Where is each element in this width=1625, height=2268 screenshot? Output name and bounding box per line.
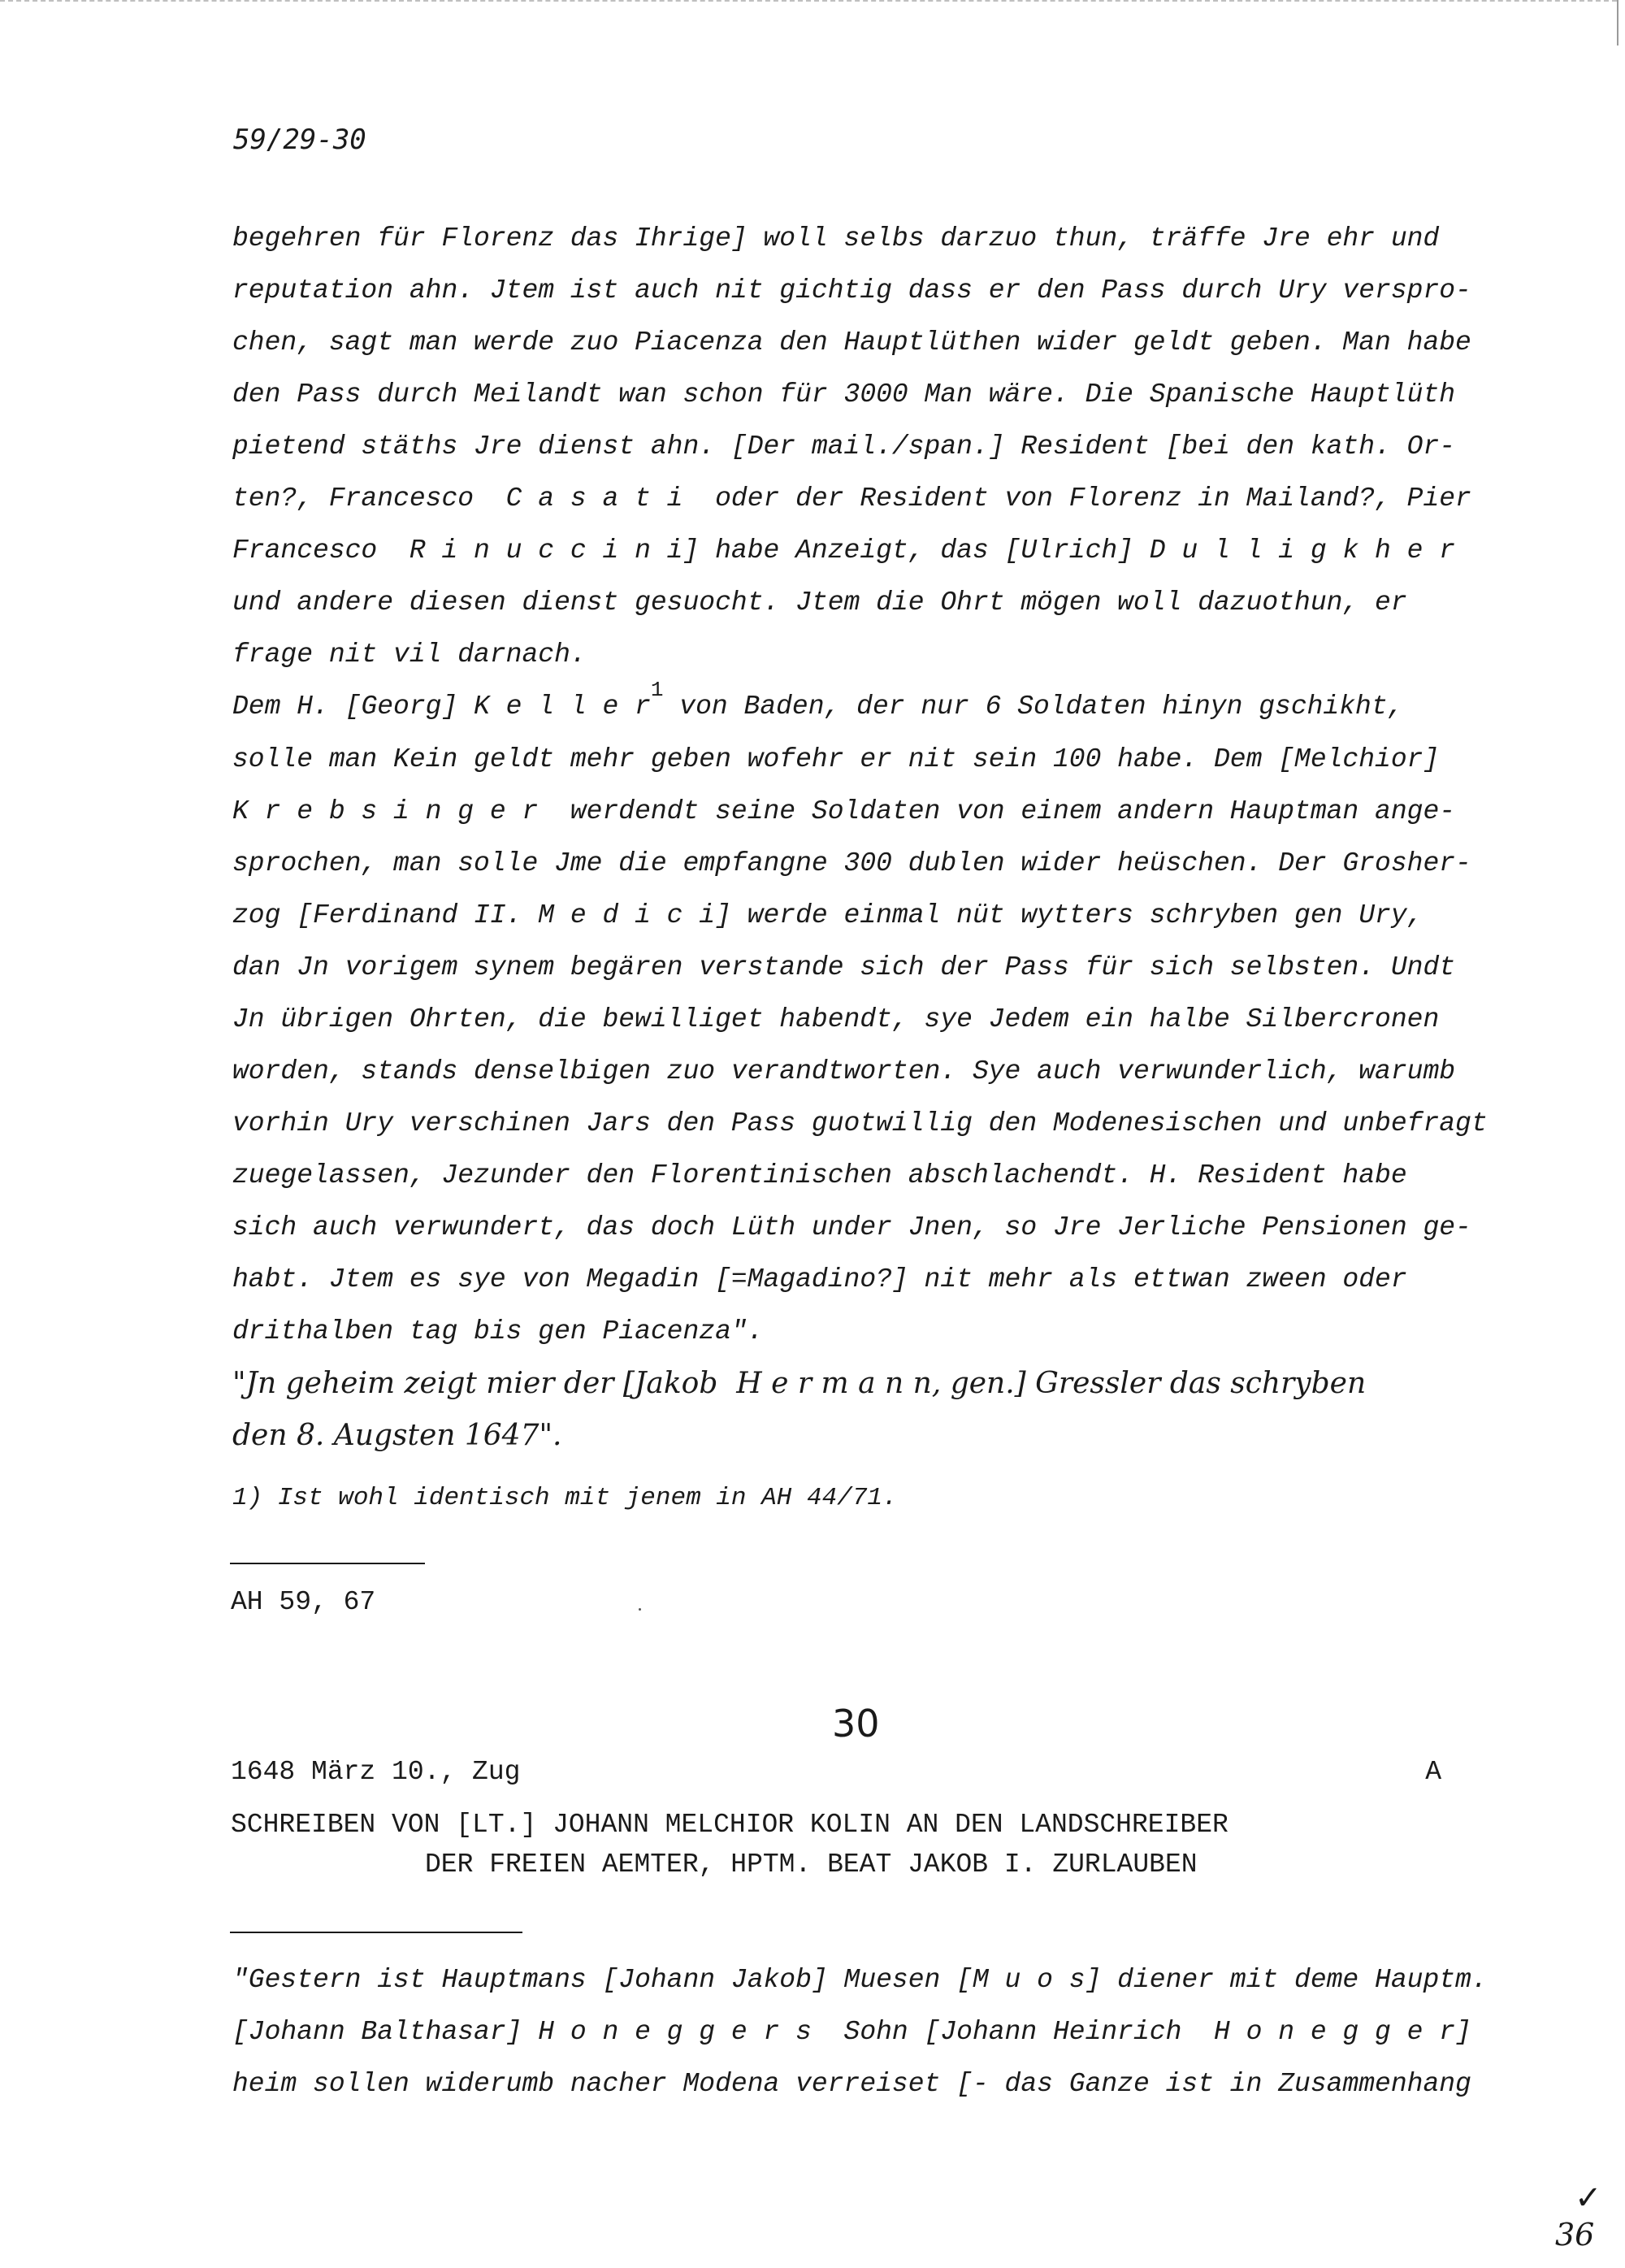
body-line: reputation ahn. Jtem ist auch nit gichtig dass er den Pass durch Ury verspro- bbox=[232, 275, 1471, 306]
footnote: 1) Ist wohl identisch mit jenem in AH 44/71. bbox=[232, 1484, 898, 1512]
body-line: "Gestern ist Hauptmans [Johann Jakob] Muesen [M u o s] diener mit deme Hauptm. bbox=[232, 1965, 1488, 1995]
body-line: den Pass durch Meilandt wan schon für 3000 Man wäre. Die Spanische Hauptlüth bbox=[232, 379, 1456, 410]
footnote-marker: 1 bbox=[650, 678, 664, 702]
keller-line-end: von Baden, der nur 6 Soldaten hinyn gschikht, bbox=[663, 692, 1404, 722]
document-letter: A bbox=[1425, 1757, 1441, 1787]
body-line: zog [Ferdinand II. M e d i c i] werde einmal nüt wytters schryben gen Ury, bbox=[232, 900, 1424, 930]
body-line: dan Jn vorigem synem begären verstande sich der Pass für sich selbsten. Undt bbox=[232, 952, 1456, 982]
body-text-block bbox=[232, 213, 1500, 1462]
date-line bbox=[231, 1757, 1441, 1787]
body-line: frage nit vil darnach. bbox=[232, 640, 587, 670]
letter-text-block bbox=[232, 1954, 1532, 2110]
document-number: 30 bbox=[832, 1702, 880, 1745]
top-border-line bbox=[0, 0, 1617, 4]
body-line: Francesco R i n u c c i n i] habe Anzeigt, das [Ulrich] D u l l i g k h e r bbox=[232, 536, 1456, 566]
body-line: K r e b s i n g e r werdendt seine Soldaten von einem andern Hauptman ange- bbox=[232, 796, 1456, 826]
right-edge-mark bbox=[1617, 0, 1618, 46]
body-line: pietend stäths Jre dienst ahn. [Der mail./span.] Resident [bei den kath. Or- bbox=[232, 431, 1456, 462]
body-line: und andere diesen dienst gesuocht. Jtem die Ohrt mögen woll dazuothun, er bbox=[232, 588, 1407, 618]
body-line: sich auch verwundert, das doch Lüth under Jnen, so Jre Jerliche Pensionen ge- bbox=[232, 1212, 1471, 1242]
body-line: chen, sagt man werde zuo Piacenza den Hauptlüthen wider geldt geben. Man habe bbox=[232, 327, 1471, 358]
keller-line bbox=[232, 678, 1500, 734]
stray-dot bbox=[639, 1608, 641, 1611]
separator-rule bbox=[230, 1932, 522, 1933]
body-line: solle man Kein geldt mehr geben wofehr er nit sein 100 habe. Dem [Melchior] bbox=[232, 744, 1440, 774]
document-title-line: DER FREIEN AEMTER, HPTM. BEAT JAKOB I. ZURLAUBEN bbox=[425, 1850, 1198, 1880]
body-line: zuegelassen, Jezunder den Florentinischen abschlachendt. H. Resident habe bbox=[232, 1160, 1407, 1190]
body-line: worden, stands denselbigen zuo verandtworten. Sye auch verwunderlich, warumb bbox=[232, 1056, 1456, 1086]
body-line: ten?, Francesco C a s a t i oder der Resident von Florenz in Mailand?, Pier bbox=[232, 484, 1471, 514]
body-line: begehren für Florenz das Ihrige] woll selbs darzuo thun, träffe Jre ehr und bbox=[232, 223, 1440, 254]
body-line: Jn übrigen Ohrten, die bewilliget habendt, sye Jedem ein halbe Silbercronen bbox=[232, 1004, 1440, 1034]
body-line: drithalben tag bis gen Piacenza". bbox=[232, 1316, 764, 1346]
source-reference: AH 59, 67 bbox=[231, 1587, 376, 1617]
document-title-line: SCHREIBEN VON [LT.] JOHANN MELCHIOR KOLIN AN DEN LANDSCHREIBER bbox=[231, 1810, 1228, 1840]
body-line: heim sollen widerumb nacher Modena verreiset [- das Ganze ist in Zusammenhang bbox=[232, 2069, 1471, 2099]
body-line: habt. Jtem es sye von Megadin [=Magadino?] nit mehr als ettwan zween oder bbox=[232, 1264, 1407, 1294]
body-line: vorhin Ury verschinen Jars den Pass guotwillig den Modenesischen und unbefragt bbox=[232, 1108, 1488, 1138]
handwritten-line: "Jn geheim zeigt mier der [Jakob H e r m a n n, gen.] Gressler das schryben bbox=[232, 1367, 1367, 1400]
body-line: [Johann Balthasar] H o n e g g e r s Sohn [Johann Heinrich H o n e g g e r] bbox=[232, 2017, 1471, 2047]
check-mark: ✓ bbox=[1575, 2179, 1602, 2217]
page-reference: 59/29-30 bbox=[233, 124, 366, 156]
separator-rule bbox=[230, 1563, 425, 1564]
keller-line-start: Dem H. [Georg] K e l l e r bbox=[232, 692, 651, 722]
handwritten-page-number: 36 bbox=[1555, 2217, 1595, 2253]
body-line: sprochen, man solle Jme die empfangne 300 dublen wider heüschen. Der Grosher- bbox=[232, 848, 1471, 878]
handwritten-line: den 8. Augsten 1647". bbox=[232, 1419, 562, 1452]
date-place: 1648 März 10., Zug bbox=[231, 1757, 521, 1787]
